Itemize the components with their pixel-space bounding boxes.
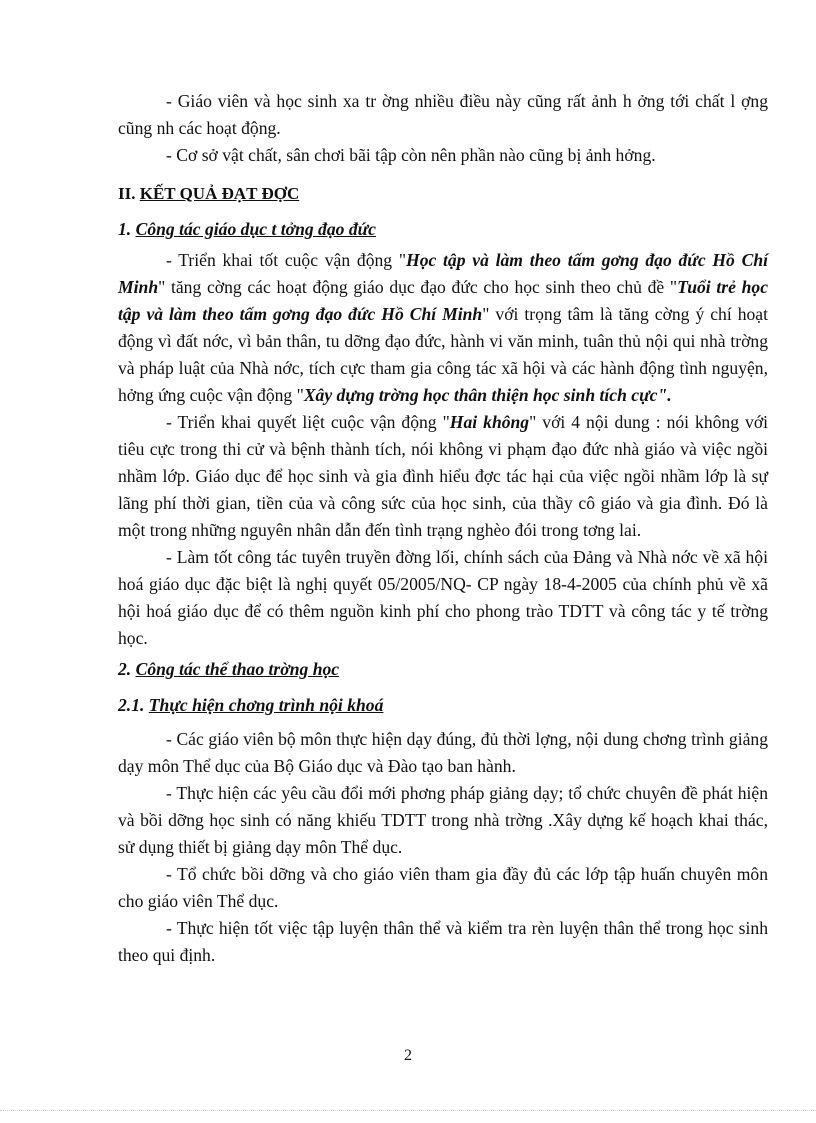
- paragraph-teacher-training: - Tổ chức bồi dỡng và cho giáo viên tham gia đầy đủ các lớp tập huấn chuyên môn cho giáo viên Thể dục.: [118, 864, 768, 911]
- subheading-title: Công tác giáo dục t tởng đạo đức: [135, 219, 376, 239]
- section-heading-title: KẾT QUẢ ĐẠT ĐỢC: [139, 184, 300, 203]
- text-run: " với 4 nội dung : nói không với tiêu cực trong thi cử và bệnh thành tích, nói không vi phạm đạo đức nhà giáo và việc ngồi nhầm lớp. Giáo dục để học sinh và gia đình hiểu đợc tác hại của việc ngồi nhầm lớp là sự lãng phí thời gian, tiền của và công sức của học sinh, của thầy cô giáo và gia đình. Đó là một trong những nguyên nhân dẫn đến tình trạng nghèo đói trong tơng lai.: [118, 412, 769, 540]
- paragraph-teaching-hours: - Các giáo viên bộ môn thực hiện dạy đúng, đủ thời lợng, nội dung chơng trình giảng dạy môn Thể dục của Bộ Giáo dục và Đào tạo ban hành.: [118, 729, 768, 776]
- page-content: [118, 88, 768, 969]
- emphasis-theme-name: Tuổi trẻ học tập và làm theo tấm gơng đạo đức Hồ Chí Minh: [118, 277, 769, 324]
- paragraph-two-nos-campaign: [118, 409, 768, 544]
- text-run: - Triển khai tốt cuộc vận động ": [166, 250, 407, 270]
- subheading-title: Công tác thể thao trờng học: [135, 659, 340, 679]
- subheading-number: 2.: [118, 659, 136, 679]
- text-run: ".: [657, 385, 672, 405]
- paragraph-propaganda: - Làm tốt công tác tuyên truyền đờng lối, chính sách của Đảng và Nhà nớc về xã hội hoá giáo dục đặc biệt là nghị quyết 05/2005/NQ- CP ngày 18-4-2005 của chính phủ về xã hội hoá giáo dục để có thêm nguồn kinh phí cho phong trào TDTT và công tác y tế trờng học.: [118, 547, 768, 648]
- section-heading-number: II.: [118, 184, 140, 203]
- emphasis-campaign-name: Học tập và làm theo tấm gơng đạo đức Hồ Chí Minh: [118, 250, 768, 297]
- subheading-curriculum: [118, 692, 768, 719]
- paragraph-teaching-methods: - Thực hiện các yêu cầu đổi mới phơng pháp giảng dạy; tổ chức chuyên đề phát hiện và bồi dỡng học sinh có năng khiếu TDTT trong nhà trờng .Xây dựng kế hoạch khai thác, sử dụng thiết bị giảng dạy môn Thể dục.: [118, 783, 768, 857]
- subheading-title: Thực hiện chơng trình nội khoá: [148, 695, 384, 715]
- text-run: " với trọng tâm là tăng cờng ý chí hoạt động vì đất nớc, vì bản thân, tu dỡng đạo đức, hành vi văn minh, tuân thủ nội qui nhà trờng và pháp luật của Nhà nớc, tích cực tham gia công tác xã hội và các hành động tình nguyện, hởng ứng cuộc vận động ": [118, 304, 768, 405]
- emphasis-friendly-school: Xây dựng trờng học thân thiện học sinh tích cực: [303, 385, 658, 405]
- text-run: " tăng cờng các hoạt động giáo dục đạo đức cho học sinh theo chủ đề ": [158, 277, 678, 297]
- subheading-number: 2.1.: [118, 695, 149, 715]
- paragraph-intro-facilities: - Cơ sở vật chất, sân chơi bãi tập còn nên phần nào cũng bị ảnh hởng.: [166, 145, 656, 165]
- paragraph-intro-teachers: - Giáo viên và học sinh xa tr ờng nhiều điều này cũng rất ảnh h ởng tới chất l ợng cũng nh các hoạt động.: [118, 91, 768, 138]
- page-number: 2: [404, 1047, 412, 1064]
- subheading-number: 1.: [118, 219, 136, 239]
- subheading-moral-education: [118, 216, 768, 243]
- text-run: - Triển khai quyết liệt cuộc vận động ": [166, 412, 450, 432]
- paragraph-physical-training: - Thực hiện tốt việc tập luyện thân thể và kiểm tra rèn luyện thân thể trong học sinh theo qui định.: [118, 918, 768, 965]
- section-heading-results: [118, 180, 768, 207]
- page-bottom-divider: [0, 1110, 816, 1111]
- subheading-school-sports: [118, 656, 768, 683]
- emphasis-hai-khong: Hai không: [449, 412, 530, 432]
- paragraph-campaign-ho-chi-minh: [118, 247, 768, 409]
